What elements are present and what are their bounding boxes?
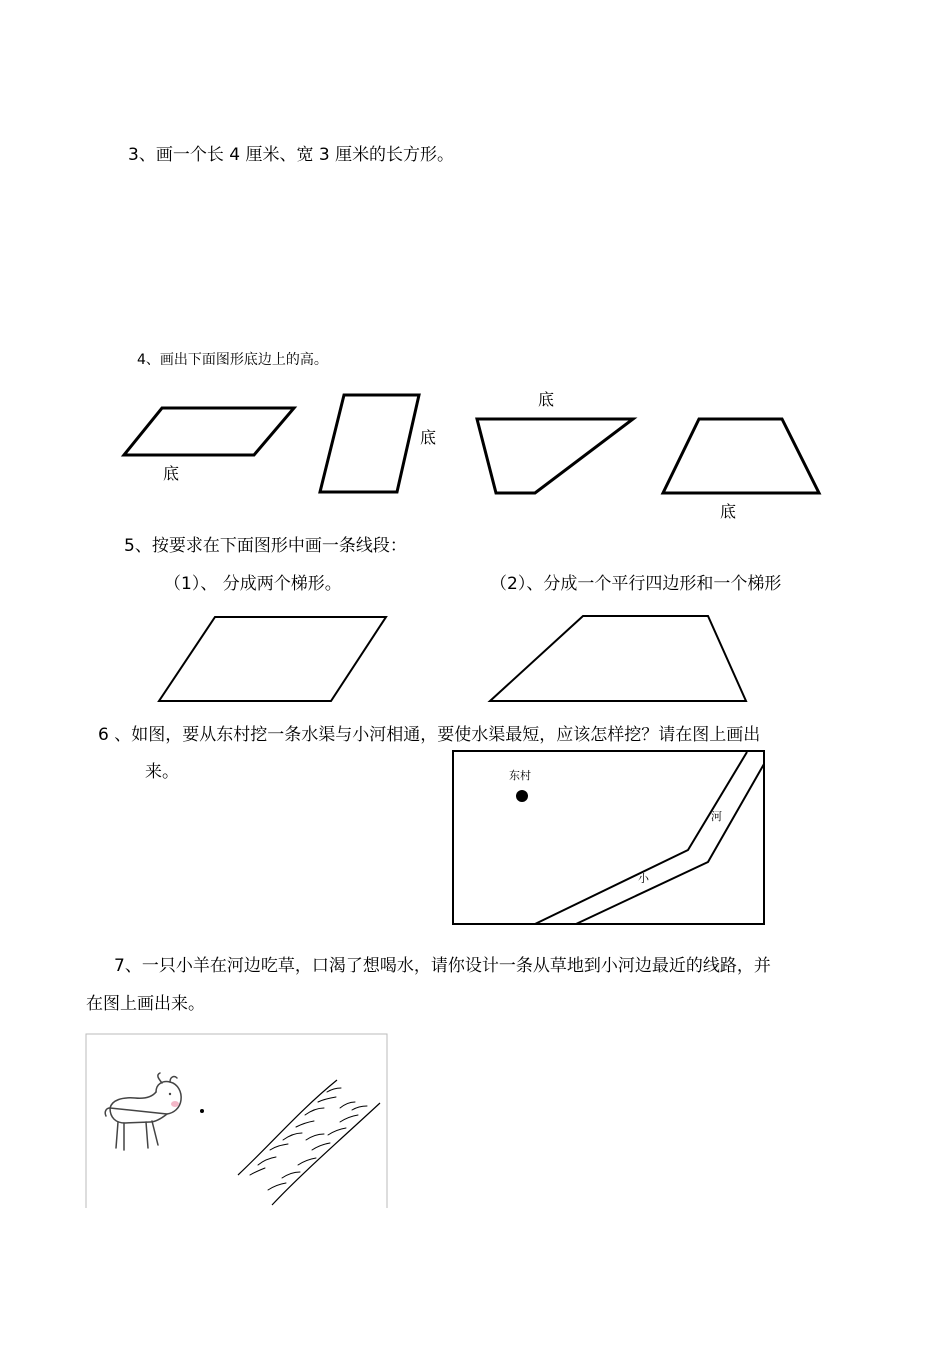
question-6-text-line-2: 来。 — [145, 762, 179, 782]
question-5-part-2: （2）、分成一个平行四边形和一个梯形 — [490, 574, 782, 594]
q4-base-label-1: 底 — [163, 464, 180, 483]
question-5-part-1: （1）、 分成两个梯形。 — [164, 574, 342, 594]
question-5-text: 5、按要求在下面图形中画一条线段： — [124, 536, 407, 556]
q6-river-label-2: 小 — [638, 872, 649, 885]
goat-cheek — [171, 1101, 179, 1107]
question-4-text: 4、画出下面图形底边上的高。 — [137, 352, 328, 368]
question-6-text-line-1: 6 、如图，要从东村挖一条水渠与小河相通，要使水渠最短，应该怎样挖？请在图上画出 — [98, 725, 761, 745]
q4-base-label-2: 底 — [420, 428, 437, 447]
q4-base-label-3: 底 — [538, 390, 555, 409]
q6-village-label: 东村 — [509, 769, 531, 782]
start-dot — [200, 1109, 204, 1113]
question-7-text-line-1: 7、一只小羊在河边吃草，口渴了想喝水，请你设计一条从草地到小河边最近的线路，并 — [114, 956, 771, 976]
question-7-text-line-2: 在图上画出来。 — [86, 994, 205, 1014]
river-banks — [238, 1080, 380, 1205]
goat-eye — [169, 1093, 171, 1095]
goat-illustration — [105, 1073, 181, 1150]
q6-river-label-1: 河 — [711, 810, 722, 823]
q4-base-label-4: 底 — [720, 502, 737, 521]
river-water-strokes — [250, 1088, 367, 1190]
question-3-text: 3、画一个长 4 厘米、宽 3 厘米的长方形。 — [128, 145, 455, 165]
